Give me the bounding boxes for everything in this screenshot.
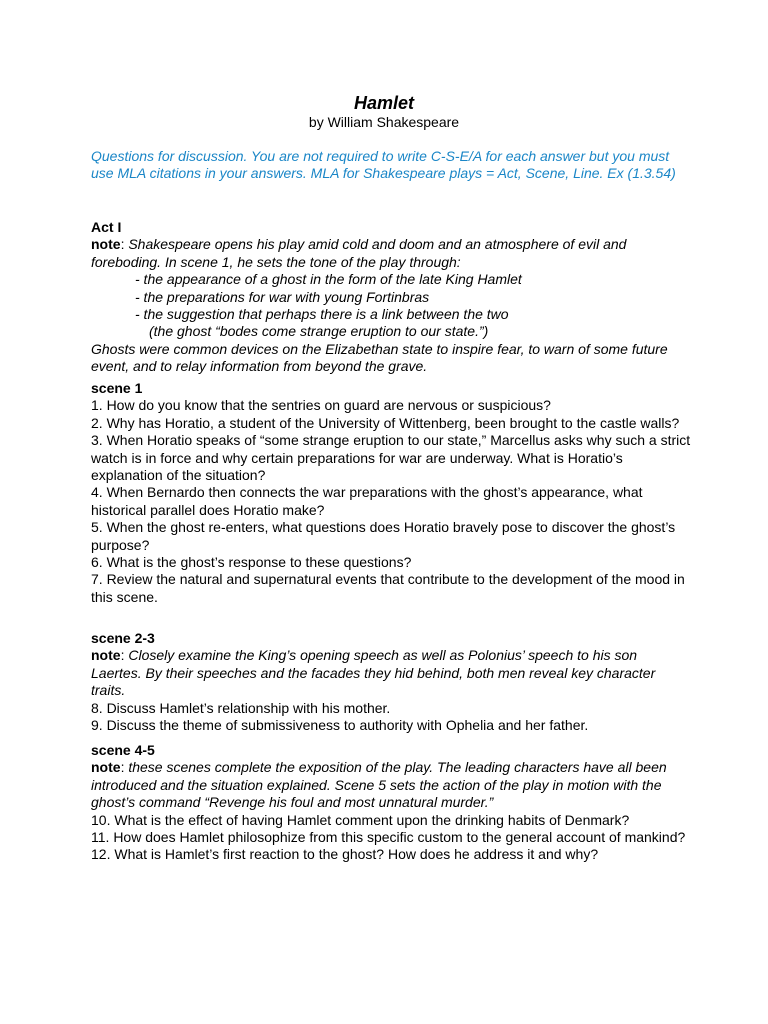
scene45-section bbox=[91, 742, 691, 864]
act1-closing: Ghosts were common devices on the Elizabethan state to inspire fear, to warn of some future event, and to relay information from beyond the grave. bbox=[91, 340, 668, 375]
scene23-heading: scene 2-3 bbox=[91, 630, 155, 646]
note-label: note bbox=[91, 759, 121, 776]
act1-bullet: - the suggestion that perhaps there is a link between the two bbox=[135, 306, 509, 323]
question-item: 9. Discuss the theme of submissiveness to authority with Ophelia and her father. bbox=[91, 717, 589, 734]
act1-quote: (the ghost “bodes come strange eruption to our state.”) bbox=[149, 323, 489, 340]
note-text: these scenes complete the exposition of the play. The leading characters have all been introduced and the situation explained. Scene 5 sets the action of the play in motion with the ghost’s command “Revenge his foul and most unnatural murder.” bbox=[91, 759, 667, 811]
scene1-section bbox=[91, 380, 691, 606]
note-text: Closely examine the King’s opening speech as well as Polonius’ speech to his son Laertes. By their speeches and the facades they hid behind, both men reveal key character traits. bbox=[91, 647, 656, 699]
note-label: note bbox=[91, 236, 121, 253]
act1-note: note: Shakespeare opens his play amid cold and doom and an atmosphere of evil and foreboding. In scene 1, he sets the tone of the play through: bbox=[91, 236, 627, 270]
question-item: 1. How do you know that the sentries on guard are nervous or suspicious? bbox=[91, 397, 551, 414]
act1-bullet: - the preparations for war with young Fortinbras bbox=[135, 288, 430, 305]
act1-bullet: - the appearance of a ghost in the form of the late King Hamlet bbox=[135, 271, 522, 288]
note-text: Shakespeare opens his play amid cold and doom and an atmosphere of evil and foreboding. In scene 1, he sets the tone of the play through: bbox=[91, 236, 627, 270]
intro-paragraph: Questions for discussion. You are not required to write C-S-E/A for each answer but you must use MLA citations in your answers. MLA for Shakespeare plays = Act, Scene, Line. Ex (1.3.54) bbox=[91, 148, 676, 182]
note-label: note bbox=[91, 647, 121, 664]
scene23-note: note: Closely examine the King’s opening speech as well as Polonius’ speech to his son Laertes. By their speeches and the facades they hid behind, both men reveal key character traits. bbox=[91, 647, 656, 699]
document-title: Hamlet bbox=[353, 93, 415, 113]
question-item: 4. When Bernardo then connects the war preparations with the ghost’s appearance, what historical parallel does Horatio make? bbox=[91, 484, 643, 518]
scene45-note: note: these scenes complete the exposition of the play. The leading characters have all been introduced and the situation explained. Scene 5 sets the action of the play in motion with the ghost’s command “Revenge his foul and most unnatural murder.” bbox=[91, 759, 667, 811]
question-item: 11. How does Hamlet philosophize from this specific custom to the general account of mankind? bbox=[91, 829, 686, 846]
question-item: 6. What is the ghost’s response to these questions? bbox=[91, 554, 412, 571]
question-item: 7. Review the natural and supernatural events that contribute to the development of the mood in this scene. bbox=[91, 571, 685, 605]
scene1-heading: scene 1 bbox=[91, 380, 143, 396]
question-item: 2. Why has Horatio, a student of the University of Wittenberg, been brought to the castle walls? bbox=[91, 414, 680, 431]
act1-section bbox=[91, 219, 691, 376]
question-item: 3. When Horatio speaks of “some strange eruption to our state,” Marcellus asks why such a strict watch is in force and why certain preparations for war are underway. What is Horatio’s explanation of the situation? bbox=[91, 432, 691, 484]
scene45-heading: scene 4-5 bbox=[91, 742, 155, 758]
question-item: 8. Discuss Hamlet’s relationship with his mother. bbox=[91, 699, 391, 716]
question-item: 12. What is Hamlet’s first reaction to the ghost? How does he address it and why? bbox=[91, 846, 599, 863]
scene23-section bbox=[91, 630, 691, 734]
act1-heading: Act I bbox=[91, 219, 122, 235]
question-item: 10. What is the effect of having Hamlet comment upon the drinking habits of Denmark? bbox=[91, 811, 630, 828]
document-author: by William Shakespeare bbox=[308, 114, 460, 130]
question-item: 5. When the ghost re-enters, what questions does Horatio bravely pose to discover the ghost’s purpose? bbox=[91, 519, 676, 553]
